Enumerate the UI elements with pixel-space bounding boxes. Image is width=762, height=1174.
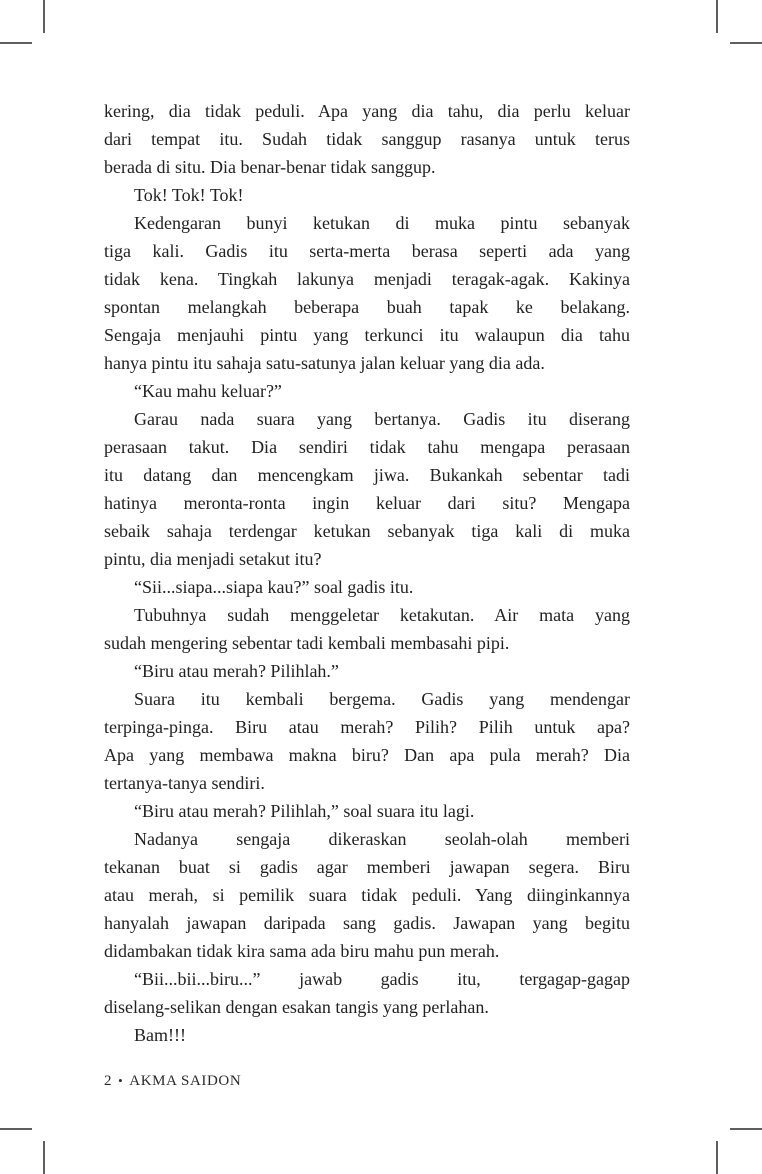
text-line: sebaik sahaja terdengar ketukan sebanyak tiga kali di muka: [104, 521, 630, 541]
text-line: Tubuhnya sudah menggeletar ketakutan. Air mata yang: [134, 605, 630, 625]
text-line: Tok! Tok! Tok!: [134, 185, 244, 205]
text-line: didambakan tidak kira sama ada biru mahu pun merah.: [104, 941, 500, 961]
crop-mark-bottom-left-horizontal: [0, 1128, 32, 1130]
text-line: Apa yang membawa makna biru? Dan apa pula merah? Dia: [104, 745, 630, 765]
text-line: perasaan takut. Dia sendiri tidak tahu mengapa perasaan: [104, 437, 630, 457]
crop-mark-top-right-horizontal: [730, 42, 762, 44]
page-footer: [104, 1070, 241, 1092]
page-number: 2: [104, 1073, 113, 1089]
text-line: Suara itu kembali bergema. Gadis yang mendengar: [134, 689, 630, 709]
text-line: tertanya-tanya sendiri.: [104, 773, 265, 793]
text-line: berada di situ. Dia benar-benar tidak sanggup.: [104, 157, 436, 177]
page-text-block: [104, 97, 630, 1049]
crop-mark-top-left-vertical: [43, 0, 45, 33]
footer-separator: •: [118, 1073, 124, 1088]
text-line: kering, dia tidak peduli. Apa yang dia tahu, dia perlu keluar: [104, 101, 630, 121]
text-line: “Kau mahu keluar?”: [134, 381, 282, 401]
text-line: Garau nada suara yang bertanya. Gadis itu diserang: [134, 409, 630, 429]
text-line: Nadanya sengaja dikeraskan seolah-olah memberi: [134, 829, 630, 849]
text-line: pintu, dia menjadi setakut itu?: [104, 549, 322, 569]
text-line: spontan melangkah beberapa buah tapak ke belakang.: [104, 297, 630, 317]
text-line: itu datang dan mencengkam jiwa. Bukankah sebentar tadi: [104, 465, 630, 485]
text-line: “Biru atau merah? Pilihlah,” soal suara itu lagi.: [134, 801, 475, 821]
text-line: atau merah, si pemilik suara tidak peduli. Yang diinginkannya: [104, 885, 630, 905]
text-line: Kedengaran bunyi ketukan di muka pintu sebanyak: [134, 213, 630, 233]
text-line: hatinya meronta-ronta ingin keluar dari situ? Mengapa: [104, 493, 630, 513]
crop-mark-top-left-horizontal: [0, 42, 32, 44]
running-head-author: AKMA SAIDON: [129, 1073, 242, 1089]
text-line: hanyalah jawapan daripada sang gadis. Jawapan yang begitu: [104, 913, 630, 933]
crop-mark-bottom-left-vertical: [43, 1141, 45, 1174]
text-line: Sengaja menjauhi pintu yang terkunci itu walaupun dia tahu: [104, 325, 630, 345]
text-line: terpinga-pinga. Biru atau merah? Pilih? Pilih untuk apa?: [104, 717, 630, 737]
crop-mark-bottom-right-horizontal: [730, 1128, 762, 1130]
text-line: tekanan buat si gadis agar memberi jawapan segera. Biru: [104, 857, 630, 877]
text-line: sudah mengering sebentar tadi kembali membasahi pipi.: [104, 633, 510, 653]
text-line: tiga kali. Gadis itu serta-merta berasa seperti ada yang: [104, 241, 630, 261]
text-line: Bam!!!: [134, 1025, 186, 1045]
text-line: tidak kena. Tingkah lakunya menjadi teragak-agak. Kakinya: [104, 269, 630, 289]
text-line: “Sii...siapa...siapa kau?” soal gadis itu.: [134, 577, 414, 597]
text-line: “Biru atau merah? Pilihlah.”: [134, 661, 339, 681]
crop-mark-bottom-right-vertical: [716, 1141, 718, 1174]
text-line: dari tempat itu. Sudah tidak sanggup rasanya untuk terus: [104, 129, 630, 149]
text-line: diselang-selikan dengan esakan tangis yang perlahan.: [104, 997, 489, 1017]
crop-mark-top-right-vertical: [716, 0, 718, 33]
text-line: “Bii...bii...biru...” jawab gadis itu, tergagap-gagap: [134, 969, 630, 989]
text-line: hanya pintu itu sahaja satu-satunya jalan keluar yang dia ada.: [104, 353, 545, 373]
